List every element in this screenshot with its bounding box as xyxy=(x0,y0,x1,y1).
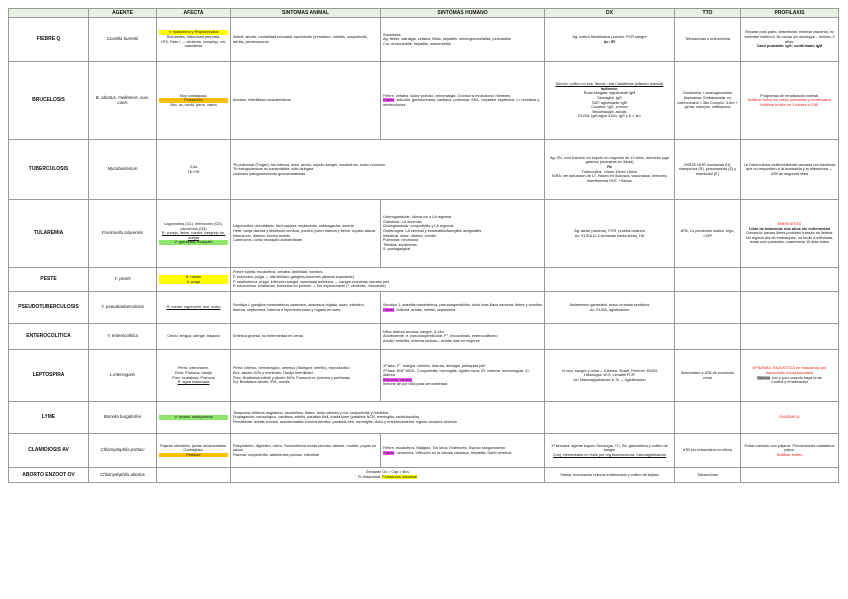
dx-cell xyxy=(545,268,675,292)
line-text: : neumonía, Infección en la válvula cardíaca, Hepatitis, Daño cerebral xyxy=(394,450,512,455)
dx-line: Ac: Macroaglutinación 6-7s → Aglutinación xyxy=(573,377,646,382)
animal-line: Porc: Bratislava infértil y aborto 60%, Pomona en jóvenes y preñadas xyxy=(233,375,350,380)
header-row xyxy=(9,9,839,18)
afecta-line: R: roedor, lagomorfo, ave, suelo xyxy=(166,305,221,310)
dx-cell xyxy=(545,468,675,483)
column-header: AGENTE xyxy=(89,9,157,18)
profilaxis-cell xyxy=(741,18,839,62)
dx-cell xyxy=(545,140,675,200)
highlight-mark: Gastro xyxy=(383,450,395,455)
profilaxis-line: La Tuberculosis multirresistente causada por bacterias que no responden a la isoniazida y la rifampicina → ATB de segunda línea xyxy=(743,162,836,176)
row-fiebre-q xyxy=(9,18,839,62)
agent-cell: B. abortus, melitensis, suis, canis xyxy=(89,62,157,140)
human-line: Oculoglandular: conjuntivitis y LA regional xyxy=(383,224,454,229)
symptoms-merged-cell xyxy=(231,268,545,292)
human-line: Ulceroglandular: úlcera cut y LA regional xyxy=(383,215,452,220)
tto-cell xyxy=(675,292,741,324)
disease-name: TULAREMIA xyxy=(9,200,89,268)
animal-line: Serotipo I: ganglios mesentéricos caseosos, abscesos hígado, bazo, intestino, diarrea, septicemia, ictericia e hipertrofia bazo y hígado en aves xyxy=(233,302,365,312)
agent-cell: Y. pestis xyxy=(89,268,157,292)
afecta-line: Lagomorfos (G1), herbívoros (G2), carnívoros (G3) xyxy=(164,222,223,231)
profilaxis-line: Comercio: países libres prohiben tránsito de liebres. No alginos día de embarques, no tocan a infectada, tratar ecto parásitos, cuarentena 15 días antes xyxy=(745,231,834,245)
animal-symptoms-cell xyxy=(231,18,381,62)
human-line: Serotipo 1: adenitis mesentérica, pseudoapendicitis, dolor fosa iliaca derecha, fiebre y vómitos xyxy=(383,302,542,307)
afecta-line: V: hyalomma y Rhipicephalus xyxy=(159,30,228,35)
symptoms-merged-cell xyxy=(231,468,545,483)
column-header: SINTOMAS ANIMAL xyxy=(231,9,381,18)
column-header: PROFILAXIS xyxy=(741,9,839,18)
row-lyme xyxy=(9,402,839,434)
afecta-line: LPS: Fase I → virulenta, complejo, cm, naturaleza xyxy=(160,39,227,49)
afecta-cell xyxy=(157,292,231,324)
human-line: Cro: endocarditis, hepatitis, osteomielitis xyxy=(383,41,451,46)
animal-line: Lagomorfos: obnubilado, fácil captura, septicemia, cabizagacha, muerte xyxy=(233,224,354,229)
tto-cell xyxy=(675,18,741,62)
column-header: SINTOMAS HUMANO xyxy=(381,9,545,18)
human-line: Subclínica xyxy=(383,32,401,37)
row-clamidiosis xyxy=(9,434,839,468)
zoonosis-table xyxy=(8,8,839,483)
row-enterocolitica xyxy=(9,324,839,350)
dx-cell xyxy=(545,324,675,350)
disease-name: PSEUDOTUBERCULOSIS xyxy=(9,292,89,324)
human-line: 1ª fase: F°, mialgia, vómitos, diarrea, artralgia, petequias piel xyxy=(383,364,486,369)
symptoms-merged-cell xyxy=(231,140,545,200)
human-line: Fiebre, cefalea, sudor profuso, artromialgia. Crónica si evoluciona >6meses. xyxy=(383,93,512,98)
dx-line: Brucellacapt: aclotal xyxy=(592,109,627,114)
human-line: Pulmonar: neumonía xyxy=(383,238,419,243)
afecta-line: 2-5a xyxy=(189,164,198,169)
row-aborto xyxy=(9,468,839,483)
dx-line: Rx xyxy=(607,164,612,169)
tto-cell xyxy=(675,200,741,268)
afecta-cell xyxy=(157,402,231,434)
dx-line: ELISA: IgM aglut 3-6m, IgG y A > 3m xyxy=(578,114,641,119)
disease-name: LEPTOSPIRA xyxy=(9,350,89,402)
human-symptoms-cell xyxy=(381,350,545,402)
disease-name: BRUCELOSIS xyxy=(9,62,89,140)
dx-cell xyxy=(545,350,675,402)
profilaxis-cell xyxy=(741,200,839,268)
dx-line: Histología: W-S, Levaditi PCR xyxy=(584,373,635,378)
human-line: Adulto: enteritis, eritema nudoso→artritis mas en mujeres xyxy=(383,338,480,343)
human-line: 2ª fase: ENF WEIL. Conjuntivitis, meningitis, rigidez nuca, IR, ictericia, hemorragias, IC, diarrea xyxy=(383,368,531,378)
tto-cell xyxy=(675,350,741,402)
disease-name: FIEBRE Q xyxy=(9,18,89,62)
animal-symptoms-cell xyxy=(231,292,381,324)
profilaxis-line: Evitar contacto con pájaros. Precauciones mataderos patos. xyxy=(744,443,835,453)
animal-line: Paloma: conjuntivitis, adherencia plumas, intestinal xyxy=(233,452,319,457)
afecta-cell xyxy=(157,140,231,200)
animal-line: Carnívoros: como mosquito autolimitante xyxy=(233,238,303,243)
afecta-cell xyxy=(157,468,231,483)
symptoms-line: P. neumónica: inhalación, bubónica en pulmón → tos expectorante (+ virulenta, -frecuente) xyxy=(233,284,386,289)
row-leptospirosis xyxy=(9,350,839,402)
column-header xyxy=(9,9,89,18)
table-body xyxy=(9,18,839,483)
row-tularemia xyxy=(9,200,839,268)
dx-line: Ac: IFI xyxy=(603,39,616,44)
tto-cell xyxy=(675,268,741,292)
symptoms-line: Propagación: neurológico, cardiaca, artritis, parálisis Bell, tríada lyme (parálisis NCR, meningitis, radiculopatía) xyxy=(233,415,420,420)
afecta-line: Tb-VIH xyxy=(187,169,200,174)
dx-line: Coombs: IgG, crónico xyxy=(591,105,628,110)
human-line xyxy=(383,451,542,456)
agent-cell: L.interrogans xyxy=(89,350,157,402)
afecta-line: Bov, ov, cerdo, perro, cabra xyxy=(170,102,217,107)
profilaxis-cell xyxy=(741,140,839,200)
animal-line: Eq: Bratislava aborto, IRA, uveítis xyxy=(233,380,290,385)
profilaxis-cell xyxy=(741,468,839,483)
dx-line: Directo: cultivo en sus, farmal, ruta Castañeda (bifásico manual) xyxy=(555,82,664,87)
profilaxis-line: Notificar brotes en 3 meses a CNE xyxy=(760,102,819,107)
afecta-line: V: ixodes, amblyomma xyxy=(159,415,228,420)
agent-cell: Coxiella burnetii xyxy=(89,18,157,62)
column-header: TTO xyxy=(675,9,741,18)
symptoms-line: Tb pulmonar (Fluger): tos intensa, dolor pecho, esputo sangre, escalofríos, sudor nocturno xyxy=(233,162,386,167)
afecta-line: Cerdo: lengua, laringe, traquea xyxy=(167,334,220,339)
tto-line: Tetraciclinas o eritromicina xyxy=(685,37,730,42)
tto-cell xyxy=(675,402,741,434)
profilaxis-cell xyxy=(741,350,839,402)
human-line: Intestinal: dolor, diarrea, vómito xyxy=(383,233,436,238)
tto-line: Sintomático y ATB de excreción renal xyxy=(680,370,735,380)
column-header: DX xyxy=(545,9,675,18)
afecta-cell xyxy=(157,268,231,292)
afecta-line: R: roedor xyxy=(159,275,228,280)
human-line: Glandular: LA dolorosa xyxy=(383,219,422,224)
human-line: Fiebre, escalofríos, Mialgias, Tos seca, Estertores, Esputo sanguinolento xyxy=(383,445,506,450)
disease-name: CLAMIDIOSIS AV xyxy=(9,434,89,468)
profilaxis-cell xyxy=(741,268,839,292)
profilaxis-line: Programas de erradicación animal. xyxy=(760,93,819,98)
human-line xyxy=(383,308,542,313)
dx-line: 1ª semana: agente esputo Serología, TC, Rx, gasometría y cultivo de sangre xyxy=(551,443,668,453)
animal-line: Perro: ictérico, hemorrágico, urémico (Stuttgart: nefritis), reproductivo xyxy=(233,366,350,371)
animal-line: Bov: aborto 40% y mortinato, Hardjo infertilidad xyxy=(233,370,313,375)
human-line: Niño: diarrea acuosa, sangre, 3-14d xyxy=(383,329,444,334)
dx-line: Tuberculina: >5mm 10mm 15mm xyxy=(581,169,638,174)
agent-cell: Y. pseudotuberculosis xyxy=(89,292,157,324)
dx-line: Ag: aislar (cadena), PCR, prueba cutánea xyxy=(574,228,645,233)
highlight-mark: Gastro xyxy=(383,307,395,312)
human-symptoms-cell xyxy=(381,292,545,324)
row-brucelosis xyxy=(9,62,839,140)
human-line: Tifoidea: septicemia xyxy=(383,242,417,247)
tto-line: ATB (no tetraciclina en niños) xyxy=(682,448,733,453)
dx-cell xyxy=(545,402,675,434)
agent-cell: Chlamydophila abortus xyxy=(89,468,157,483)
animal-line: Herb: oveja diarrea y disnfisión cervical, porcino joven diarrea y fiebre, equido ataxia, edema ext, diarrea, bovino resiste xyxy=(233,228,376,238)
afecta-line: Rumiantes. Infecciosa peq talla. xyxy=(166,34,221,39)
profilaxis-cell xyxy=(741,434,839,468)
dx-cell xyxy=(545,200,675,268)
dx-line: Ac: ELISA, aglutinación xyxy=(589,307,630,312)
dx-line: Aislamiento ganesient, reacc cruzada serotipos xyxy=(569,302,650,307)
dx-line: Ac: ELISA (2-3 semanas hasta años), HA xyxy=(574,233,645,238)
human-line: Ag: fiebre, astralgia, cefalea, NNia, hepatitis, meningoencefalitis, pericarditis xyxy=(383,37,511,42)
row-pseudotuberculosis xyxy=(9,292,839,324)
disease-name: TUBERCULOSIS xyxy=(9,140,89,200)
symptoms-line: Fiebre súbita, escalofríos, cefalea, debilidad, vómitos. xyxy=(233,270,324,275)
symptoms-line: P. septicémica: pulga, infección sangre, avanzada bubónica → sangre-manchas oscuras piel xyxy=(233,279,389,284)
human-line xyxy=(383,98,542,107)
human-line: Orofaríngea: LA cervical y estomatitis/faringitis/ amigdalitis xyxy=(383,228,482,233)
human-symptoms-cell xyxy=(381,200,545,268)
line-text: R: estacional, xyxy=(358,475,383,479)
dx-cell xyxy=(545,292,675,324)
dx-cell xyxy=(545,62,675,140)
symptoms-line: Temprana: eritema migratorio, escalofríos, fiebre, dolor cabeza y mu, conjuntivitis y fotofobia xyxy=(233,410,389,415)
profilaxis-line: Caso probable: IgG: confirmado IgM xyxy=(756,44,823,49)
afecta-cell xyxy=(157,434,231,468)
disease-name: PESTE xyxy=(9,268,89,292)
symptoms-line: Gestante Ov > Cap > Bov xyxy=(365,470,410,475)
agent-cell: Francisella tularensis xyxy=(89,200,157,268)
profilaxis-line: Control y erradicación xyxy=(771,380,808,385)
row-peste xyxy=(9,268,839,292)
animal-line: Entérica gruesa, no enfermedad en cerdo xyxy=(233,334,304,339)
dx-line: Ag: cultivo fibroblastos pulmón, PCR sangre xyxy=(572,34,647,39)
symptoms-line: Persistente: artritis crónica, acrodermatitis crónica atrófica, parálisis bell, meningitis, dolor y entumecimiento, signos oculares severos xyxy=(233,419,457,424)
profilaxis-cell xyxy=(741,402,839,434)
afecta-line: Porc: bratislava, Pomona xyxy=(172,375,215,380)
tto-cell xyxy=(675,468,741,483)
afecta-line: Portador xyxy=(159,453,228,458)
tto-line: ATB, 14 pondorido sodico, tegu, >15P xyxy=(680,228,735,238)
tto-cell xyxy=(675,434,741,468)
dx-cell xyxy=(545,18,675,62)
human-symptoms-cell xyxy=(381,62,545,140)
dx-line: Seroaglut: IgG xyxy=(597,95,622,100)
animal-line: Abortos, infertilidad característicos xyxy=(233,98,292,103)
disease-name: ABORTO ENZOOT OV xyxy=(9,468,89,483)
profilaxis-line: Notificar brotes xyxy=(776,452,803,457)
agent-cell: Mycobacterium xyxy=(89,140,157,200)
animal-symptoms-cell xyxy=(231,434,381,468)
dx-line: SAT: aglutinante IgM xyxy=(592,100,627,105)
agent-cell: Y. enterocolítica xyxy=(89,324,157,350)
afecta-line: V: pulga xyxy=(159,280,228,285)
tto-line: Doxiciclina + aminoglucósido 6semanas. Embarazada: no cotrimoxazol > 36s Complic: 3-6m + genta, estrepto, ceftriaxona xyxy=(677,91,738,110)
column-header: AFECTA xyxy=(157,9,231,18)
profilaxis-cell xyxy=(741,324,839,350)
human-symptoms-cell xyxy=(381,18,545,62)
dx-line: Rosa bengala: aglutinante IgM xyxy=(583,91,636,96)
line-text: : articular, genitourinaria, cardiaca, pulmonar, SNC, hepática, esplénica. => recidivas y reinfecciones xyxy=(383,98,540,107)
afecta-cell xyxy=(157,18,231,62)
dx-line: Stamp, inoculación huevos embrionado y cultivo de tejidos xyxy=(560,472,659,477)
symptoms-line: Lesiones patognomónicas granulomatosas xyxy=(233,171,306,176)
dx-line: Indirecto: xyxy=(600,86,619,91)
afecta-line: Perro: icterohaem. xyxy=(177,366,210,371)
afecta-line: Portadores xyxy=(159,98,228,103)
human-symptoms-cell xyxy=(381,324,545,350)
tto-cell xyxy=(675,140,741,200)
afecta-line: Rum: Pomona, hardjo xyxy=(175,370,212,375)
tto-line: 2HRZE+4HR Isoniacida (H), rifampicina (R), pirazinamida (Z) y etambutol (E) xyxy=(678,162,737,176)
highlight-mark: Portadores intestinal xyxy=(382,475,417,479)
profilaxis-cell xyxy=(741,292,839,324)
human-line: S. postoganglial xyxy=(383,247,411,252)
symptoms-merged-cell xyxy=(231,402,545,434)
afecta-cell xyxy=(157,350,231,402)
agent-cell: Chlamydophila psittaci xyxy=(89,434,157,468)
afecta-cell xyxy=(157,200,231,268)
dx-cell xyxy=(545,434,675,468)
line-text: , bov y porc cuando haya brote xyxy=(769,375,822,380)
human-line: Inmune de por vida para serovariedad xyxy=(383,382,448,387)
profilaxis-line: Separar post parto, desinfectar, eliminar placenta, no extender estiércol. No donar sin serología – mínimo 2 años. xyxy=(744,30,835,44)
line-text: : eritema, artritis, nefritis, septicemia xyxy=(394,307,456,312)
afecta-line: V: garrapata, mosquito xyxy=(159,240,228,245)
dx-line: Ag: ZN, cont fracción en esputo en mayores de 12 años, menores jugo gástrico (muestras en 3días) xyxy=(549,155,670,165)
profilaxis-cell xyxy=(741,62,839,140)
profilaxis-line: EPIDEMIA, ENZOOTICA en mascarosa por transmisión transplacentaria xyxy=(752,366,827,375)
profilaxis-line: Notificar todos los casos probables y confirmados xyxy=(747,98,832,103)
animal-symptoms-cell xyxy=(231,350,381,402)
highlight-mark: Gastro xyxy=(383,98,395,103)
animal-line: Infértil, aborto, mortalidad neonatal, nacimiento prematuro, metritis, conjuntivitis, artritis, perineumonía xyxy=(233,34,368,44)
afecta-line: Muy contagiosa. xyxy=(179,93,208,98)
symptoms-line: P. bubónica: pulga → sist linfático-ganglios-bubones (abierta supurante) xyxy=(233,274,354,279)
zoonosis-table-sheet xyxy=(8,8,838,483)
animal-symptoms-cell xyxy=(231,324,381,350)
dx-line: Conj. elementales en frotis por org fluorescencia, microaglutinación xyxy=(552,452,667,457)
afecta-line: Pájaros silvestres, jaulas ornamentales. Contagiosa. xyxy=(160,443,227,453)
profilaxis-line: ENDÉMICA xyxy=(779,415,800,420)
dx-line: In vivo: sangre y orina→ Giemsa, Stuart, Fletcher, EMJH xyxy=(561,368,658,373)
symptoms-line: Tb extrapulmonar no transmisible, sólo laringea xyxy=(233,167,313,172)
afecta-line: R: conejo, liebre, roedor, cangrejo río, ovejas xyxy=(161,231,226,240)
highlight-mark: Secuelas renales xyxy=(383,377,413,382)
tto-line: Tetraciclinas xyxy=(697,472,718,477)
tto-cell xyxy=(675,62,741,140)
symptoms-line xyxy=(233,475,542,480)
disease-name: ENTEROCOLÍTICA xyxy=(9,324,89,350)
human-line: Adolescente: e. pseudoapendicular, F°, leucocitosis, enterocolitismo xyxy=(383,334,498,339)
profilaxis-line: Libre de tularemia: dos años sin enfermedad xyxy=(749,226,830,231)
tto-cell xyxy=(675,324,741,350)
row-tuberculosis xyxy=(9,140,839,200)
human-symptoms-cell xyxy=(381,434,545,468)
agent-cell: Borrelia burgdorferi xyxy=(89,402,157,434)
profilaxis-line: EMERGENTE xyxy=(777,222,802,227)
afecta-cell xyxy=(157,62,231,140)
animal-line: Respiratorio, digestivo, micro. Somnolencia erizas plumas, diarrea, muerte, pupas en sacos xyxy=(233,443,377,453)
disease-name: LYME xyxy=(9,402,89,434)
afecta-line: R: agua estancada xyxy=(177,380,210,385)
highlight-mark: Vacuna xyxy=(757,375,770,380)
dx-line: IGRA: ver actuación de LT. Hacen en dudosos, vacunados, inmunes, interferencia RNT, +Sarios xyxy=(551,174,668,183)
afecta-cell xyxy=(157,324,231,350)
animal-symptoms-cell xyxy=(231,62,381,140)
animal-symptoms-cell xyxy=(231,200,381,268)
